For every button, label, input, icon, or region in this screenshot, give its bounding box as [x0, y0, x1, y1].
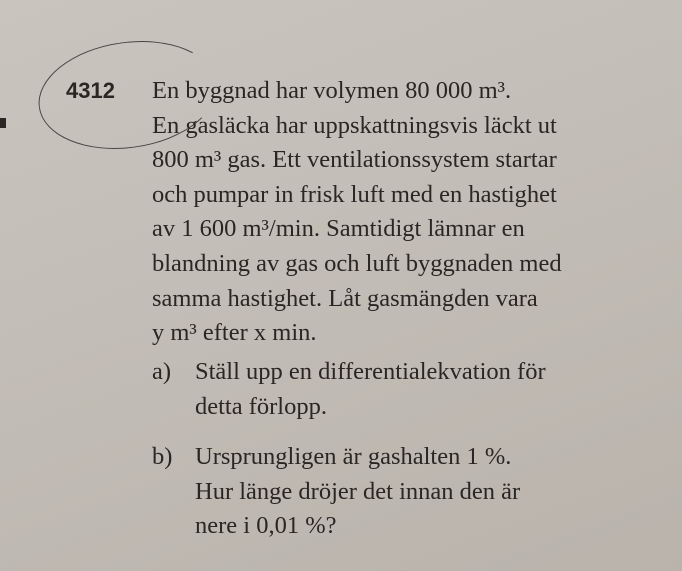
statement-line: y m³ efter x min.	[152, 319, 317, 347]
statement-line: En gasläcka har uppskattningsvis läckt ut	[152, 111, 557, 139]
subproblem-line: Ursprungligen är gashalten 1 %.	[195, 443, 512, 471]
subproblem-b	[152, 440, 672, 544]
problem-number: 4312	[66, 78, 115, 103]
statement-line: En byggnad har volymen 80 000 m³.	[152, 77, 512, 104]
statement-line: blandning av gas och luft byggnaden med	[152, 249, 562, 277]
margin-mark	[0, 118, 6, 128]
subproblem-line: Hur länge dröjer det innan den är	[195, 477, 521, 505]
subproblem-label: a)	[152, 358, 172, 385]
subproblem-line: nere i 0,01 %?	[195, 512, 337, 540]
subproblem-a	[152, 355, 672, 424]
subproblem-line: Ställ upp en differentialekvation för	[195, 358, 546, 385]
statement-line: samma hastighet. Låt gasmängden vara	[152, 284, 538, 312]
statement-line: 800 m³ gas. Ett ventilationssystem startar	[152, 146, 557, 174]
subproblem-list	[152, 355, 672, 544]
subproblem-line: detta förlopp.	[195, 392, 327, 420]
subproblem-label: b)	[152, 443, 173, 471]
statement-line: och pumpar in frisk luft med en hastighet	[152, 180, 557, 208]
statement-line: av 1 600 m³/min. Samtidigt lämnar en	[152, 215, 525, 243]
problem-statement	[152, 74, 672, 351]
